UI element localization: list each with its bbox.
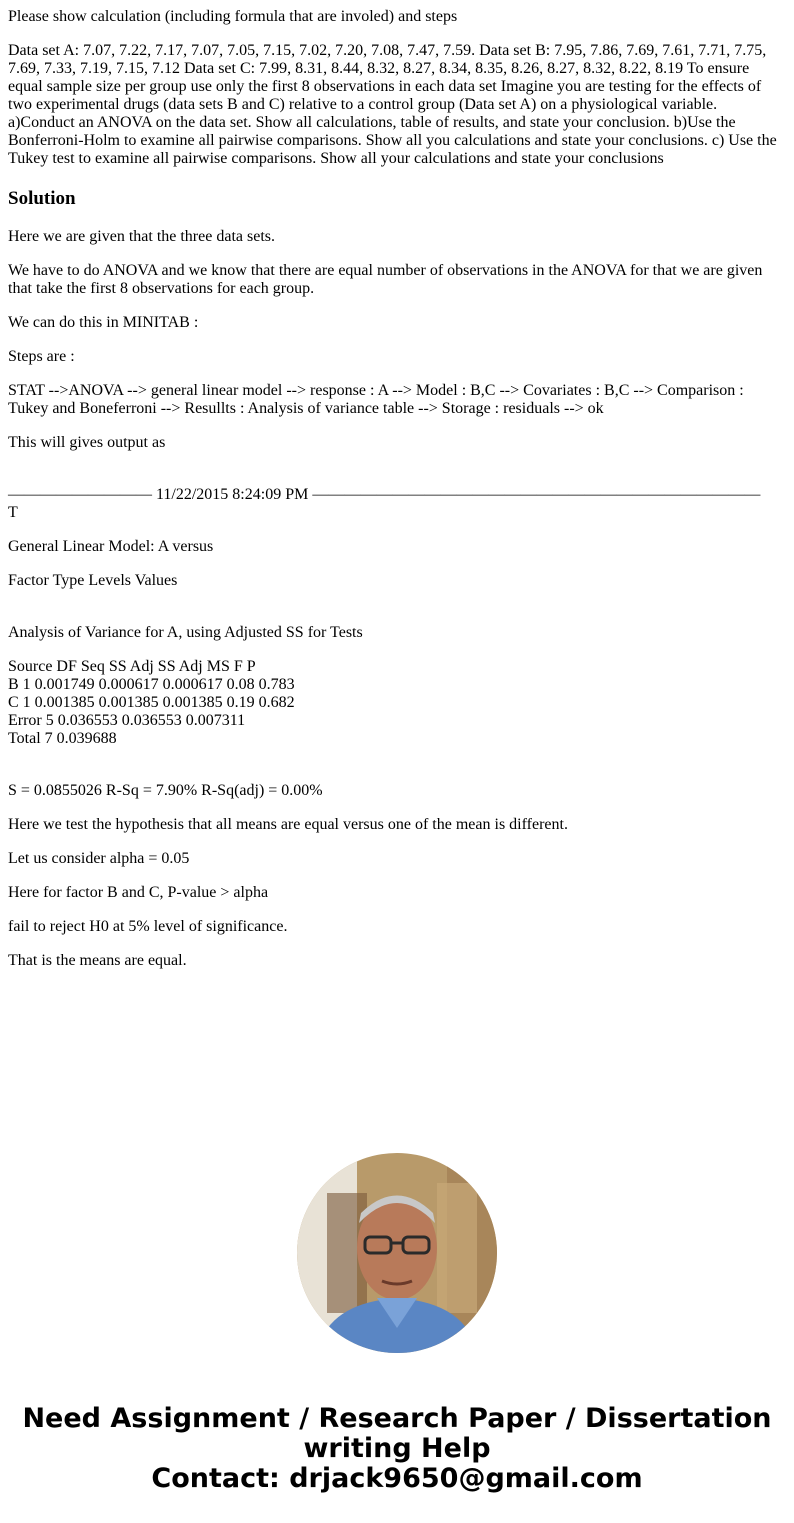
spacer	[8, 764, 786, 782]
factor-header: Factor Type Levels Values	[8, 572, 178, 589]
glm-title: General Linear Model: A versus	[8, 538, 214, 555]
session-t: T	[8, 504, 18, 521]
solution-heading: Solution	[8, 188, 76, 209]
solution-paragraph: Steps are :	[8, 348, 75, 365]
solution-paragraph: Here for factor B and C, P-value > alpha	[8, 884, 269, 901]
avatar-icon	[297, 1153, 497, 1353]
fit-stats: S = 0.0855026 R-Sq = 7.90% R-Sq(adj) = 0.00%	[8, 782, 323, 799]
spacer	[8, 606, 786, 624]
solution-paragraph: That is the means are equal.	[8, 952, 187, 969]
anova-table	[8, 658, 786, 748]
session-timestamp-line: ————————— 11/22/2015 8:24:09 PM ————————————————————————————	[8, 486, 761, 503]
anova-title: Analysis of Variance for A, using Adjusted SS for Tests	[8, 624, 363, 641]
anova-row: Error 5 0.036553 0.036553 0.007311	[8, 712, 246, 729]
avatar	[297, 1153, 497, 1353]
solution-paragraph: Here we test the hypothesis that all means are equal versus one of the mean is different.	[8, 816, 568, 833]
solution-paragraph: Let us consider alpha = 0.05	[8, 850, 190, 867]
anova-row: Total 7 0.039688	[8, 730, 117, 747]
solution-paragraph: fail to reject H0 at 5% level of significance.	[8, 918, 288, 935]
anova-row: C 1 0.001385 0.001385 0.001385 0.19 0.682	[8, 694, 295, 711]
session-block	[8, 486, 786, 522]
banner-line: writing Help	[303, 1433, 491, 1464]
question-title: Please show calculation (including formula that are involed) and steps	[8, 8, 458, 25]
minitab-steps: STAT -->ANOVA --> general linear model --> response : A --> Model : B,C --> Covariates : B,C --> Comparison : Tukey and Boneferroni --> Resullts : Analysis of variance table --> Storage : residuals --> ok	[8, 382, 744, 417]
banner-line: Need Assignment / Research Paper / Dissertation	[22, 1403, 772, 1434]
anova-row: Source DF Seq SS Adj SS Adj MS F P	[8, 658, 256, 675]
solution-paragraph: We have to do ANOVA and we know that there are equal number of observations in the ANOVA for that we are given that take the first 8 observations for each group.	[8, 262, 763, 297]
anova-row: B 1 0.001749 0.000617 0.000617 0.08 0.783	[8, 676, 295, 693]
spacer	[8, 468, 786, 486]
solution-paragraph: This will gives output as	[8, 434, 166, 451]
contact-banner	[0, 1404, 794, 1494]
banner-contact-email: Contact: drjack9650@gmail.com	[151, 1463, 643, 1494]
solution-paragraph: Here we are given that the three data sets.	[8, 228, 275, 245]
question-body: Data set A: 7.07, 7.22, 7.17, 7.07, 7.05, 7.15, 7.02, 7.20, 7.08, 7.47, 7.59. Data set B: 7.95, 7.86, 7.69, 7.61, 7.71, 7.75, 7.69, 7.33, 7.19, 7.15, 7.12 Data set C: 7.99, 8.31, 8.44, 8.32, 8.27, 8.34, 8.35, 8.26, 8.27, 8.32, 8.22, 8.19 To ensure equal sample size per group use only the first 8 observations in each data set Imagine you are testing for the effects of two experimental drugs (data sets B and C) relative to a control group (Data set A) on a physiological variable. a)Conduct an ANOVA on the data set. Show all calculations, table of results, and state your conclusion. b)Use the Bonferroni-Holm to examine all pairwise comparisons. Show all you calculations and state your conclusions. c) Use the Tukey test to examine all pairwise comparisons. Show all your calculations and state your conclusions	[8, 42, 777, 167]
solution-paragraph: We can do this in MINITAB :	[8, 314, 199, 331]
